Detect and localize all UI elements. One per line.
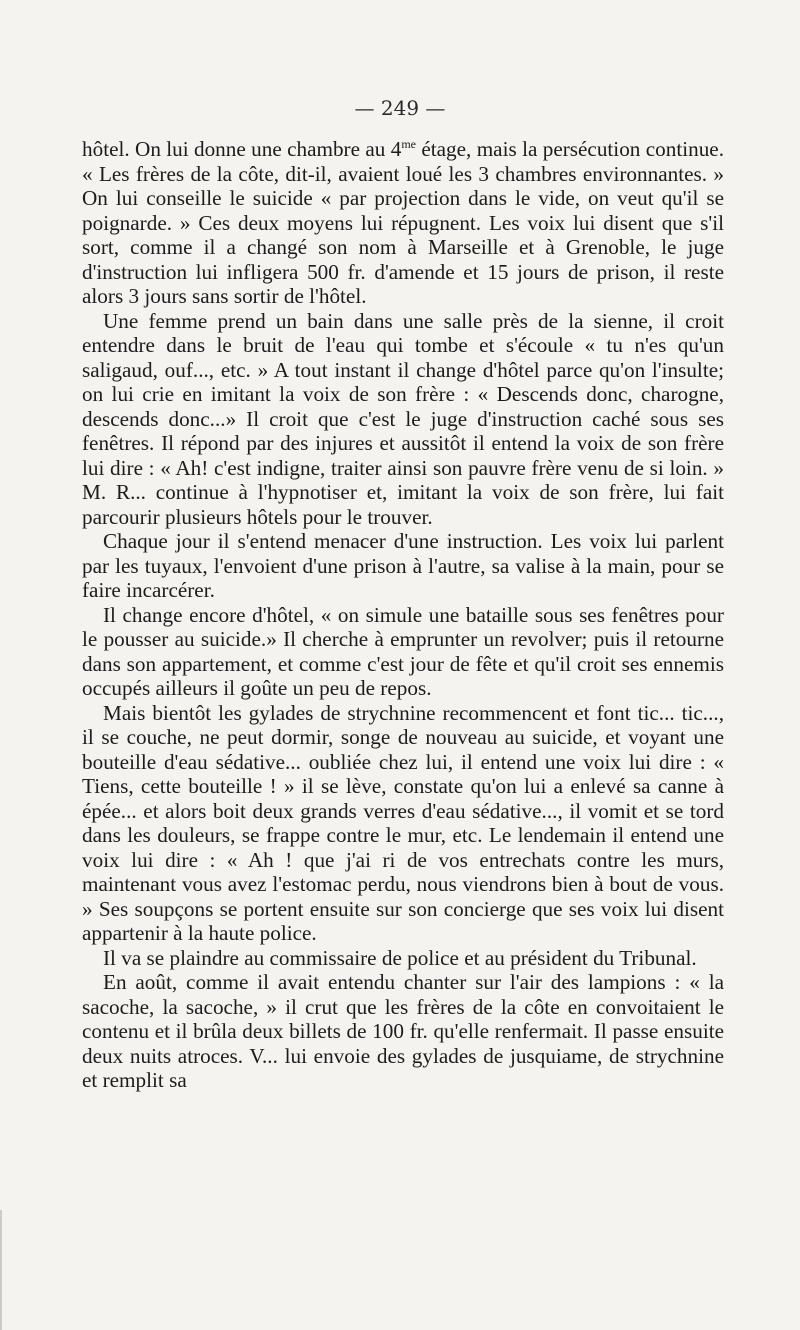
paragraph-6: Il va se plaindre au commissaire de police et au président du Tribunal. bbox=[103, 945, 697, 970]
paragraph-2: Une femme prend un bain dans une salle près de la sienne, il croit entendre dans le bruit de l'eau qui tombe et s'écoule « tu n'es qu'un saligaud, ouf..., etc. » A tout instant il change d'hôtel parce qu'on l'insulte; on lui crie en imitant la voix de son frère : « Descends donc, charogne, descends donc...» Il croit que c'est le juge d'instruction caché sous ses fenêtres. Il répond par des injures et aussitôt il entend la voix de son frère lui dire : « Ah! c'est indigne, traiter ainsi son pauvre frère venu de si loin. » M. R... continue à l'hypnotiser et, imitant la voix de son frère, lui fait parcourir plusieurs hôtels pour le trouver. bbox=[82, 308, 724, 529]
body-text bbox=[82, 137, 724, 1093]
ordinal-superscript: me bbox=[401, 136, 416, 151]
scan-edge-shadow bbox=[0, 1210, 2, 1330]
paragraph-1-part-1: hôtel. On lui donne une chambre au 4 bbox=[82, 137, 402, 161]
paragraph-1 bbox=[82, 137, 724, 309]
paragraph-1-part-2: étage, mais la persécution continue. « Les frères de la côte, dit-il, avaient loué les 3 chambres environnantes. » On lui conseille le suicide « par projection dans le vide, on veut qu'il se poignarde. » Ces deux moyens lui répugnent. Les voix lui disent que s'il sort, comme il a changé son nom à Marseille et à Grenoble, le juge d'instruction lui infligera 500 fr. d'amende et 15 jours de prison, il reste alors 3 jours sans sortir de l'hôtel. bbox=[82, 137, 724, 308]
paragraph-5: Mais bientôt les gylades de strychnine recommencent et font tic... tic..., il se couche, ne peut dormir, songe de nouveau au suicide, et voyant une bouteille d'eau sédative... oubliée chez lui, il entend une voix lui dire : « Tiens, cette bouteille ! » il se lève, constate qu'on lui a enlevé sa canne à épée... et alors boit deux grands verres d'eau sédative..., il vomit et se tord dans les douleurs, se frappe contre le mur, etc. Le lendemain il entend une voix lui dire : « Ah ! que j'ai ri de vos entrechats contre les murs, maintenant vous avez l'estomac perdu, nous viendrons bien à bout de vous. » Ses soupçons se portent ensuite sur son concierge que ses voix lui disent appartenir à la haute police. bbox=[82, 700, 724, 945]
paragraph-3: Chaque jour il s'entend menacer d'une instruction. Les voix lui parlent par les tuyaux, l'envoient d'une prison à l'autre, sa valise à la main, pour se faire incarcérer. bbox=[82, 529, 724, 602]
paragraph-7: En août, comme il avait entendu chanter sur l'air des lampions : « la sacoche, la sacoche, » il crut que les frères de la côte en convoitaient le contenu et il brûla deux billets de 100 fr. qu'elle renfermait. Il passe ensuite deux nuits atroces. V... lui envoie des gylades de jusquiame, de strychnine et remplit sa bbox=[82, 970, 724, 1092]
paragraph-4: Il change encore d'hôtel, « on simule une bataille sous ses fenêtres pour le pousser au suicide.» Il cherche à emprunter un revolver; puis il retourne dans son appartement, et comme c'est jour de fête et qu'il croit ses ennemis occupés ailleurs il goûte un peu de repos. bbox=[82, 602, 724, 700]
page-number: — 249 — bbox=[354, 96, 446, 120]
